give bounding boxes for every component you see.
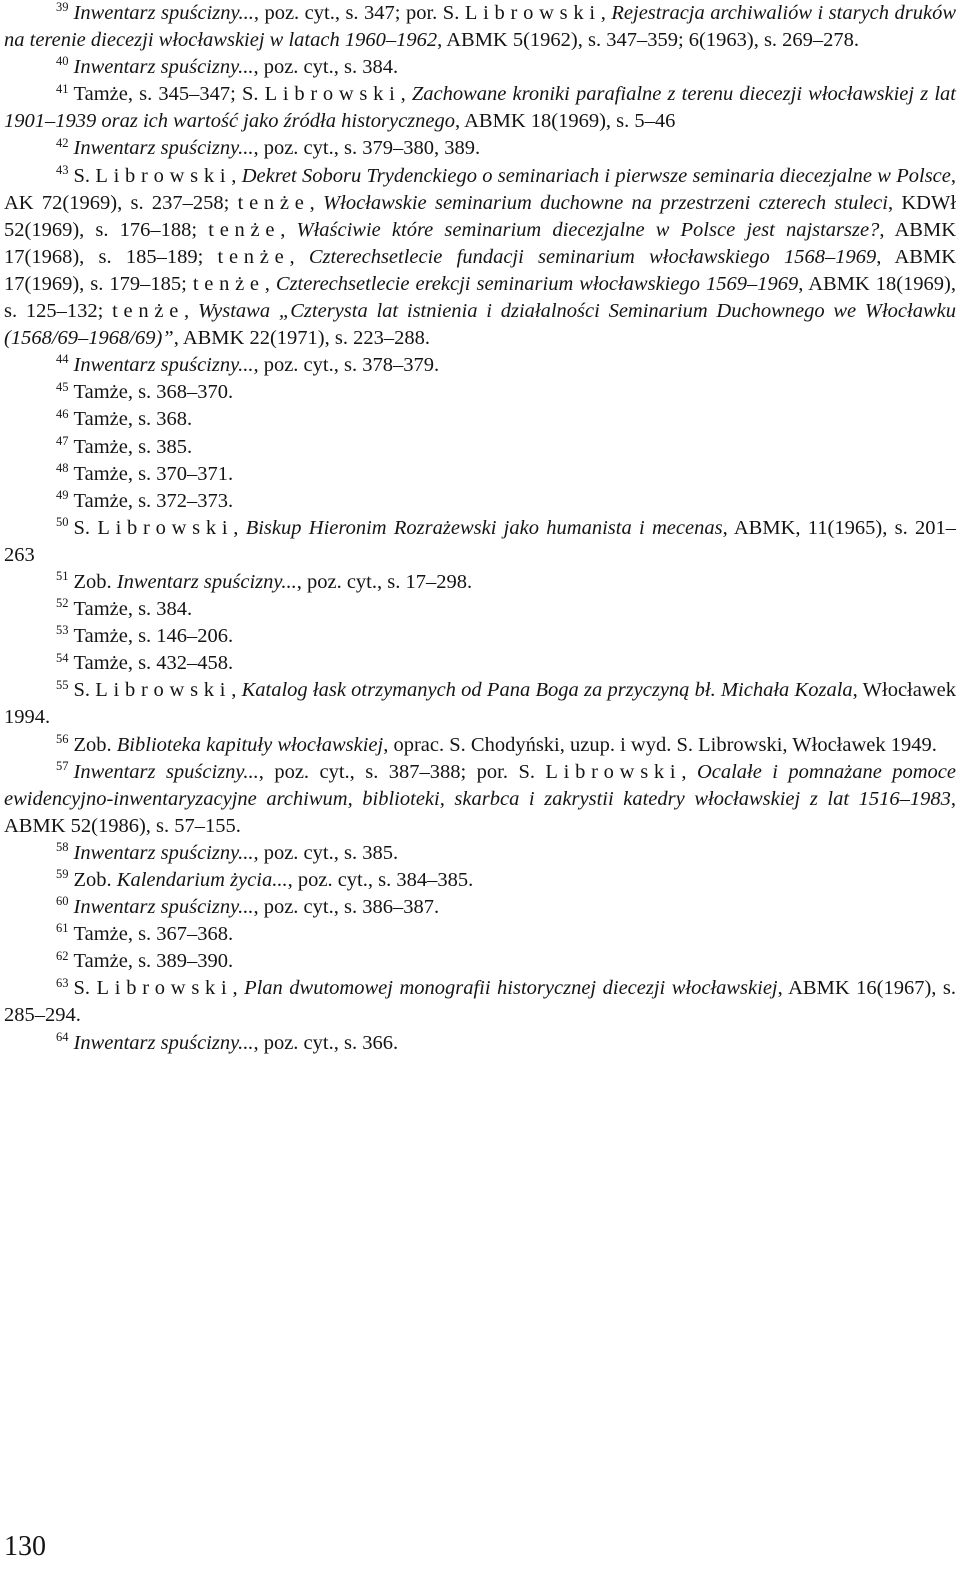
footnote-text: S. <box>73 164 96 187</box>
footnote-number: 64 <box>56 1029 69 1044</box>
footnote-text: , <box>681 760 697 783</box>
footnote-55 <box>4 677 956 731</box>
footnote-text: , poz. cyt., s. 17–298. <box>296 570 473 593</box>
author-name: Librowski <box>97 516 234 539</box>
author-name: tenże <box>217 245 290 268</box>
footnote-text: , <box>600 2 612 24</box>
footnote-text: , Włocławek 1994. <box>4 679 956 729</box>
footnote-text: , ABMK 17(1969), s. 179–185; <box>4 245 956 295</box>
footnote-text: Tamże, s. 384. <box>73 598 193 621</box>
footnote-number: 61 <box>56 921 69 936</box>
footnote-text: Tamże, s. 389–390. <box>73 950 234 973</box>
footnote-number: 44 <box>56 352 69 367</box>
footnote-number: 49 <box>56 487 69 502</box>
footnote-text: , <box>232 977 245 1000</box>
author-name: tenże <box>208 218 281 241</box>
footnote-title: Inwentarz spuścizny... <box>73 354 254 377</box>
footnote-53 <box>4 623 956 650</box>
footnote-58 <box>4 840 956 867</box>
footnote-50 <box>4 515 956 569</box>
footnote-62 <box>4 948 956 975</box>
footnote-51 <box>4 569 956 596</box>
footnote-title: Wystawa „Czterysta lat istnienia i działalności Seminarium Duchownego we Włocławku (1568/69–1968/69)” <box>4 300 956 350</box>
footnote-text: Tamże, s. 345–347; S. <box>73 83 265 106</box>
footnote-title: Włocławskie seminarium duchowne na przestrzeni czterech stuleci <box>323 191 888 214</box>
footnote-56 <box>4 732 956 759</box>
footnotes-section <box>4 0 956 1057</box>
footnote-61 <box>4 921 956 948</box>
footnote-47 <box>4 434 956 461</box>
footnote-number: 57 <box>56 758 69 773</box>
footnote-title: Katalog łask otrzymanych od Pana Boga za przyczyną bł. Michała Kozala <box>241 679 853 702</box>
author-name: tenże <box>237 191 310 214</box>
footnote-44 <box>4 352 956 379</box>
footnote-text: , poz. cyt., s. 385. <box>253 841 399 864</box>
author-name: Librowski <box>95 679 232 702</box>
footnote-text: , KDWł 52(1969), s. 176–188; <box>4 191 957 241</box>
footnote-60 <box>4 894 956 921</box>
footnote-title: Ocalałe i pomnażane pomoce ewidencyjno-inwentaryzacyjne archiwum, biblioteki, skarbca i zakrystii katedry włocławskiej z lat 1516–1983 <box>4 760 956 810</box>
footnote-title: Inwentarz spuścizny... <box>73 56 254 79</box>
footnote-title: Inwentarz spuścizny... <box>73 841 254 864</box>
footnote-number: 58 <box>56 840 69 855</box>
footnote-text: , <box>309 191 324 214</box>
footnote-text: , ABMK 16(1967), s. 285–294. <box>4 977 957 1027</box>
footnote-text: Tamże, s. 368–370. <box>73 381 234 404</box>
footnote-title: Inwentarz spuścizny... <box>73 1031 254 1054</box>
author-name: tenże <box>192 272 265 295</box>
footnote-number: 60 <box>56 894 69 909</box>
footnote-text: Zob. <box>73 570 117 593</box>
footnote-number: 56 <box>56 731 69 746</box>
footnote-43 <box>4 163 956 353</box>
footnote-text: , poz. cyt., s. 379–380, 389. <box>253 137 481 160</box>
footnote-text: , <box>184 300 198 323</box>
footnote-text: , ABMK, 11(1965), s. 201–263 <box>4 516 957 566</box>
footnote-59 <box>4 867 956 894</box>
footnote-text: , poz. cyt., s. 366. <box>253 1031 399 1054</box>
footnote-number: 51 <box>56 569 69 584</box>
footnote-text: , ABMK 22(1971), s. 223–288. <box>173 327 430 350</box>
author-name: Librowski <box>264 83 401 106</box>
footnote-text: , poz. cyt., s. 384–385. <box>287 869 474 891</box>
footnote-text: , poz. cyt., s. 387–388; por. S. <box>258 760 546 783</box>
footnote-49 <box>4 488 956 515</box>
footnote-text: Tamże, s. 432–458. <box>73 652 234 675</box>
footnote-text: , <box>264 272 276 295</box>
footnote-text: , <box>289 245 309 268</box>
footnote-text: , <box>231 679 242 702</box>
footnote-number: 39 <box>56 0 69 15</box>
footnote-number: 59 <box>56 867 69 882</box>
footnote-57 <box>4 759 956 840</box>
page-number: 130 <box>4 1531 46 1562</box>
footnote-41 <box>4 81 956 135</box>
footnote-text: Tamże, s. 370–371. <box>73 462 234 485</box>
footnote-text: , <box>233 516 246 539</box>
footnote-text: S. <box>73 679 96 702</box>
footnote-title: Właściwie które seminarium diecezjalne w Polsce jest najstarsze? <box>296 218 880 241</box>
author-name: tenże <box>112 300 185 323</box>
footnote-text: , <box>231 164 242 187</box>
footnote-text: S. <box>73 977 97 1000</box>
author-name: Librowski <box>95 164 232 187</box>
footnote-text: , AK 72(1969), s. 237–258; <box>4 164 956 214</box>
footnote-title: Czterechsetlecie fundacji seminarium włocławskiego 1568–1969 <box>308 245 877 268</box>
footnote-title: Biskup Hieronim Rozrażewski jako humanista i mecenas <box>245 516 723 539</box>
footnote-title: Inwentarz spuścizny... <box>73 760 259 783</box>
footnote-title: Czterechsetlecie erekcji seminarium włocławskiego 1569–1969 <box>275 272 799 295</box>
footnote-text: Tamże, s. 146–206. <box>73 625 234 648</box>
footnote-text: , poz. cyt., s. 347; por. S. <box>253 2 465 24</box>
footnote-text: , <box>280 218 297 241</box>
footnote-text: Tamże, s. 367–368. <box>73 923 234 946</box>
footnote-63 <box>4 975 956 1029</box>
footnote-number: 53 <box>56 623 69 638</box>
author-name: Librowski <box>545 760 682 783</box>
footnote-64 <box>4 1030 956 1057</box>
footnote-title: Plan dwutomowej monografii historycznej diecezji włocławskiej <box>244 977 778 1000</box>
footnote-text: S. <box>73 516 98 539</box>
footnote-number: 46 <box>56 406 69 421</box>
footnote-text: , ABMK 52(1986), s. 57–155. <box>4 787 956 837</box>
footnote-number: 52 <box>56 596 69 611</box>
footnote-text: , oprac. S. Chodyński, uzup. i wyd. S. Librowski, Włocławek 1949. <box>383 733 937 756</box>
footnote-title: Inwentarz spuścizny... <box>73 2 254 24</box>
footnote-text: Zob. <box>73 733 117 756</box>
footnote-text: Tamże, s. 385. <box>73 435 193 458</box>
footnote-52 <box>4 596 956 623</box>
footnote-text: , <box>400 83 412 106</box>
footnote-text: , ABMK 17(1968), s. 185–189; <box>4 218 956 268</box>
author-name: Librowski <box>96 977 233 1000</box>
footnote-title: Rejestracja archiwaliów i starych druków na terenie diecezji włocławskiej w latach 1960–1962 <box>4 2 957 52</box>
footnote-title: Inwentarz spuścizny... <box>73 137 254 160</box>
footnote-48 <box>4 461 956 488</box>
footnote-46 <box>4 406 956 433</box>
footnote-40 <box>4 54 956 81</box>
footnote-number: 45 <box>56 379 69 394</box>
footnote-text: , poz. cyt., s. 386–387. <box>253 896 440 919</box>
footnote-title: Zachowane kroniki parafialne z terenu diecezji włocławskiej z lat 1901–1939 oraz ich wartość jako źródła historycznego <box>4 83 956 133</box>
footnote-text: , ABMK 18(1969), s. 125–132; <box>4 272 957 323</box>
footnote-39 <box>4 0 956 54</box>
footnote-text: , ABMK 5(1962), s. 347–359; 6(1963), s. 269–278. <box>437 29 860 52</box>
footnote-title: Inwentarz spuścizny... <box>73 896 254 919</box>
footnote-number: 63 <box>56 975 69 990</box>
footnote-text: Tamże, s. 372–373. <box>73 489 234 512</box>
footnote-number: 48 <box>56 460 69 475</box>
footnote-text: Tamże, s. 368. <box>73 408 193 431</box>
footnote-number: 62 <box>56 948 69 963</box>
footnote-number: 42 <box>56 135 69 150</box>
footnote-text: , poz. cyt., s. 384. <box>253 56 399 79</box>
footnote-number: 54 <box>56 650 69 665</box>
footnote-number: 55 <box>56 677 69 692</box>
author-name: Librowski <box>464 2 601 24</box>
footnote-number: 41 <box>56 81 69 96</box>
footnote-number: 43 <box>56 162 69 177</box>
footnote-number: 50 <box>56 515 69 530</box>
footnote-text: , ABMK 18(1969), s. 5–46 <box>455 110 676 133</box>
footnote-54 <box>4 650 956 677</box>
footnote-title: Biblioteka kapituły włocławskiej <box>116 733 384 756</box>
footnote-text: , poz. cyt., s. 378–379. <box>253 354 440 377</box>
footnote-text: Zob. <box>73 869 117 891</box>
footnote-number: 40 <box>56 54 69 69</box>
footnote-title: Dekret Soboru Trydenckiego o seminariach i pierwsze seminaria diecezjalne w Polsce <box>241 164 951 187</box>
footnote-title: Inwentarz spuścizny... <box>116 570 297 593</box>
footnote-45 <box>4 379 956 406</box>
footnote-title: Kalendarium życia... <box>116 869 288 891</box>
footnote-number: 47 <box>56 433 69 448</box>
footnote-42 <box>4 135 956 162</box>
